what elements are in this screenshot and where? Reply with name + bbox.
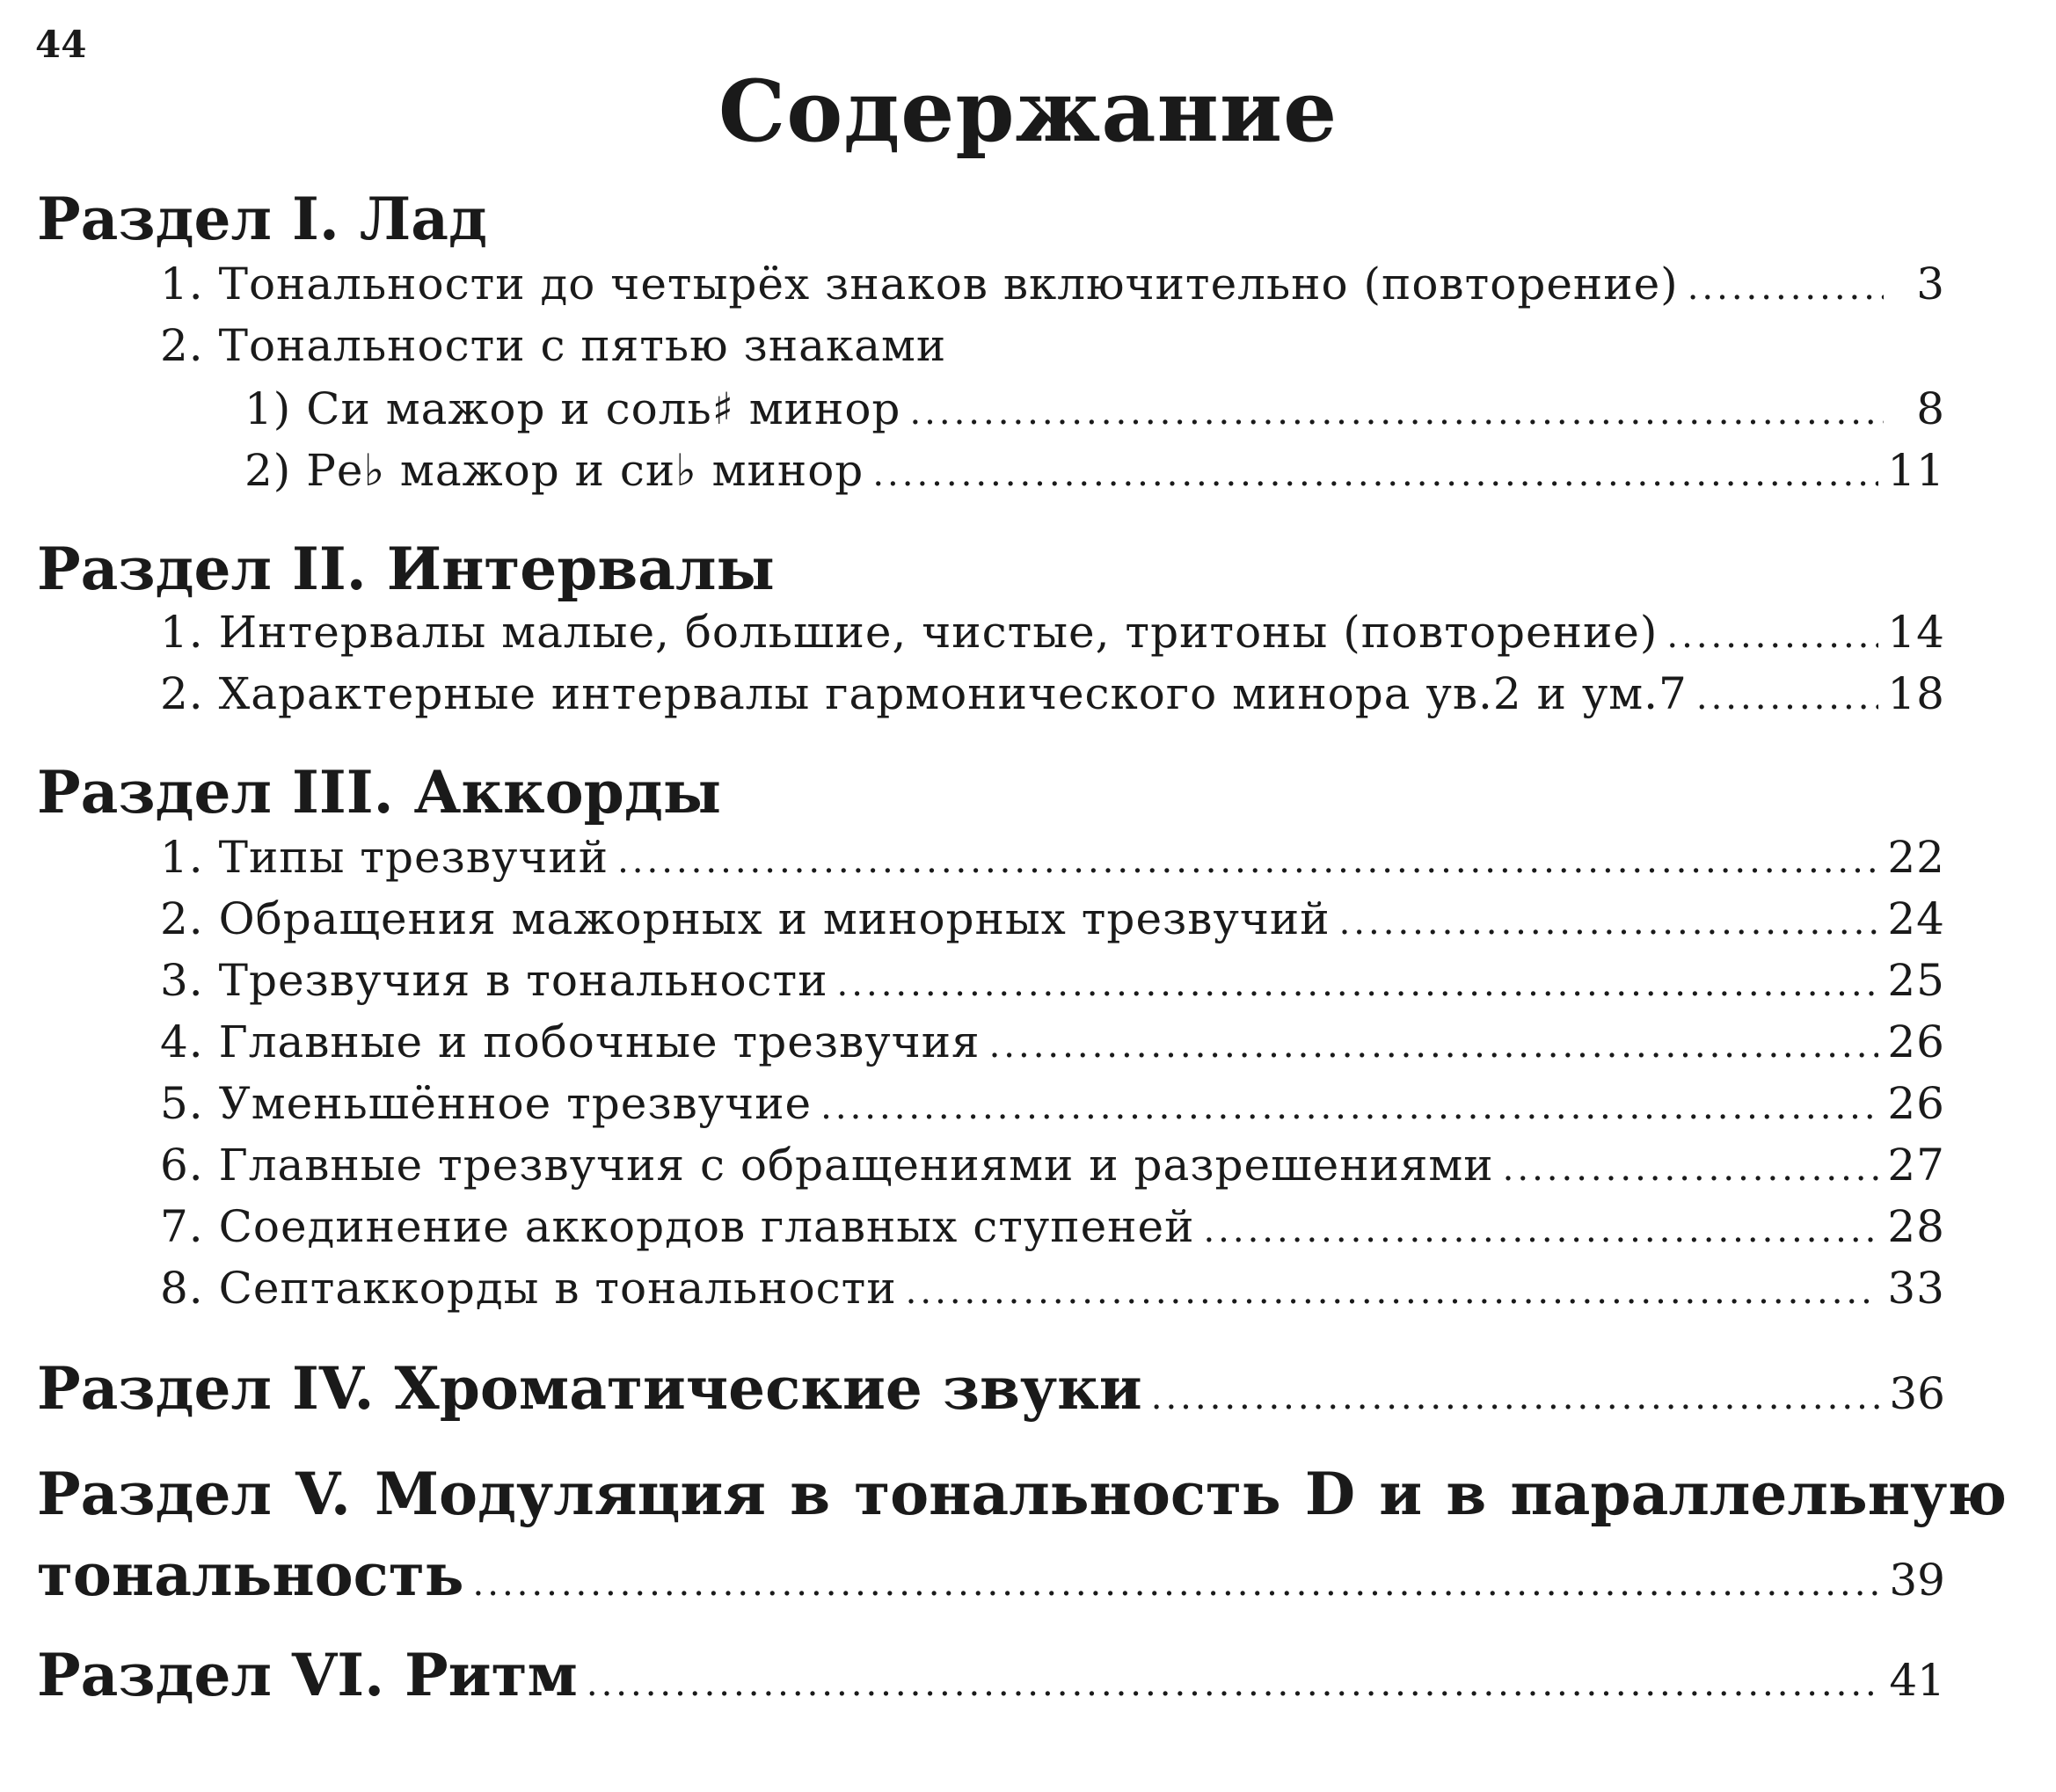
toc-entry xyxy=(160,832,1945,883)
heading-word: V. xyxy=(295,1460,351,1528)
section-5-heading-line1 xyxy=(37,1460,2007,1528)
toc-entry-label: 1. Типы трезвучий xyxy=(160,832,609,883)
toc-entry-page: 36 xyxy=(1889,1368,1945,1419)
dot-leader xyxy=(872,454,1878,494)
toc-entry xyxy=(244,383,1945,434)
toc-entry-label: 8. Септаккорды в тональности xyxy=(160,1263,897,1314)
dot-leader xyxy=(1688,267,1884,308)
toc-entry-page: 41 xyxy=(1889,1655,1945,1706)
dot-leader xyxy=(1503,1148,1879,1189)
toc-entry-label: 4. Главные и побочные трезвучия xyxy=(160,1016,981,1067)
toc-entry-label: 1. Интервалы малые, большие, чистые, тритоны (повторение) xyxy=(160,607,1659,658)
toc-entry xyxy=(160,1078,1945,1129)
section-4-entry xyxy=(37,1354,1945,1423)
dot-leader xyxy=(906,1271,1879,1312)
toc-entry xyxy=(160,893,1945,944)
heading-word: в xyxy=(790,1460,831,1528)
toc-entry-page: 26 xyxy=(1887,1016,1945,1067)
toc-entry-page: 39 xyxy=(1889,1555,1945,1606)
heading-word: в xyxy=(1446,1460,1487,1528)
toc-entry-label: 2) Ре♭ мажор и си♭ минор xyxy=(244,445,864,496)
heading-word: D xyxy=(1304,1460,1356,1528)
heading-word: и xyxy=(1379,1460,1423,1528)
toc-entry xyxy=(160,955,1945,1006)
toc-entry xyxy=(160,259,1945,310)
toc-entry-label: 1. Тональности до четырёх знаков включительно (повторение) xyxy=(160,259,1679,310)
dot-leader xyxy=(1151,1377,1881,1417)
toc-entry-page: 25 xyxy=(1887,955,1945,1006)
dot-leader xyxy=(989,1025,1879,1066)
section-5-entry xyxy=(37,1541,1945,1609)
dot-leader xyxy=(1203,1210,1878,1250)
toc-entry-page: 28 xyxy=(1887,1201,1945,1252)
page-number: 44 xyxy=(35,23,87,66)
toc-entry-page: 22 xyxy=(1887,832,1945,883)
toc-entry-page: 18 xyxy=(1887,668,1945,719)
section-2-heading: Раздел II. Интервалы xyxy=(37,535,775,603)
toc-entry-label: 2. Тональности с пятью знаками xyxy=(160,320,947,371)
heading-word: тональность xyxy=(854,1460,1281,1528)
dot-leader xyxy=(837,964,1879,1004)
dot-leader xyxy=(820,1087,1878,1127)
dot-leader xyxy=(473,1563,1881,1604)
toc-entry-label: 3. Трезвучия в тональности xyxy=(160,955,828,1006)
section-5-heading-line2: тональность xyxy=(37,1541,464,1609)
toc-entry-page: 3 xyxy=(1916,259,1945,310)
toc-entry xyxy=(160,1140,1945,1191)
toc-entry xyxy=(160,1263,1945,1314)
toc-entry xyxy=(160,607,1945,658)
toc-entry-label: 5. Уменьшённое трезвучие xyxy=(160,1078,813,1129)
page-title: Содержание xyxy=(718,62,1338,161)
toc-entry xyxy=(160,668,1945,719)
dot-leader xyxy=(1666,616,1878,656)
toc-entry-page: 26 xyxy=(1887,1078,1945,1129)
toc-entry-page: 11 xyxy=(1887,445,1945,496)
heading-word: Раздел xyxy=(37,1460,273,1528)
heading-word: параллельную xyxy=(1510,1460,2007,1528)
toc-entry-label: 7. Соединение аккордов главных ступеней xyxy=(160,1201,1195,1252)
section-4-heading: Раздел IV. Хроматические звуки xyxy=(37,1354,1142,1423)
toc-entry-label: 2. Обращения мажорных и минорных трезвучий xyxy=(160,893,1331,944)
toc-entry-label: 1) Си мажор и соль♯ минор xyxy=(244,383,901,434)
section-1-heading: Раздел I. Лад xyxy=(37,185,487,253)
toc-entry-label: 2. Характерные интервалы гармонического минора ув.2 и ум.7 xyxy=(160,668,1688,719)
dot-leader xyxy=(587,1664,1881,1704)
heading-word: Модуляция xyxy=(374,1460,767,1528)
toc-entry-label: 6. Главные трезвучия с обращениями и разрешениями xyxy=(160,1140,1494,1191)
toc-entry xyxy=(244,445,1945,496)
dot-leader xyxy=(909,392,1884,433)
toc-entry xyxy=(160,320,1391,371)
dot-leader xyxy=(1339,902,1879,943)
toc-entry-page: 24 xyxy=(1887,893,1945,944)
toc-entry xyxy=(160,1201,1945,1252)
dot-leader xyxy=(1696,677,1879,718)
toc-entry xyxy=(160,1016,1945,1067)
section-3-heading: Раздел III. Аккорды xyxy=(37,758,721,827)
toc-entry-page: 27 xyxy=(1887,1140,1945,1191)
toc-entry-page: 33 xyxy=(1887,1263,1945,1314)
dot-leader xyxy=(617,841,1878,881)
toc-entry-page: 8 xyxy=(1916,383,1945,434)
toc-entry-page: 14 xyxy=(1887,607,1945,658)
section-6-heading: Раздел VI. Ритм xyxy=(37,1641,578,1709)
section-6-entry xyxy=(37,1641,1945,1709)
